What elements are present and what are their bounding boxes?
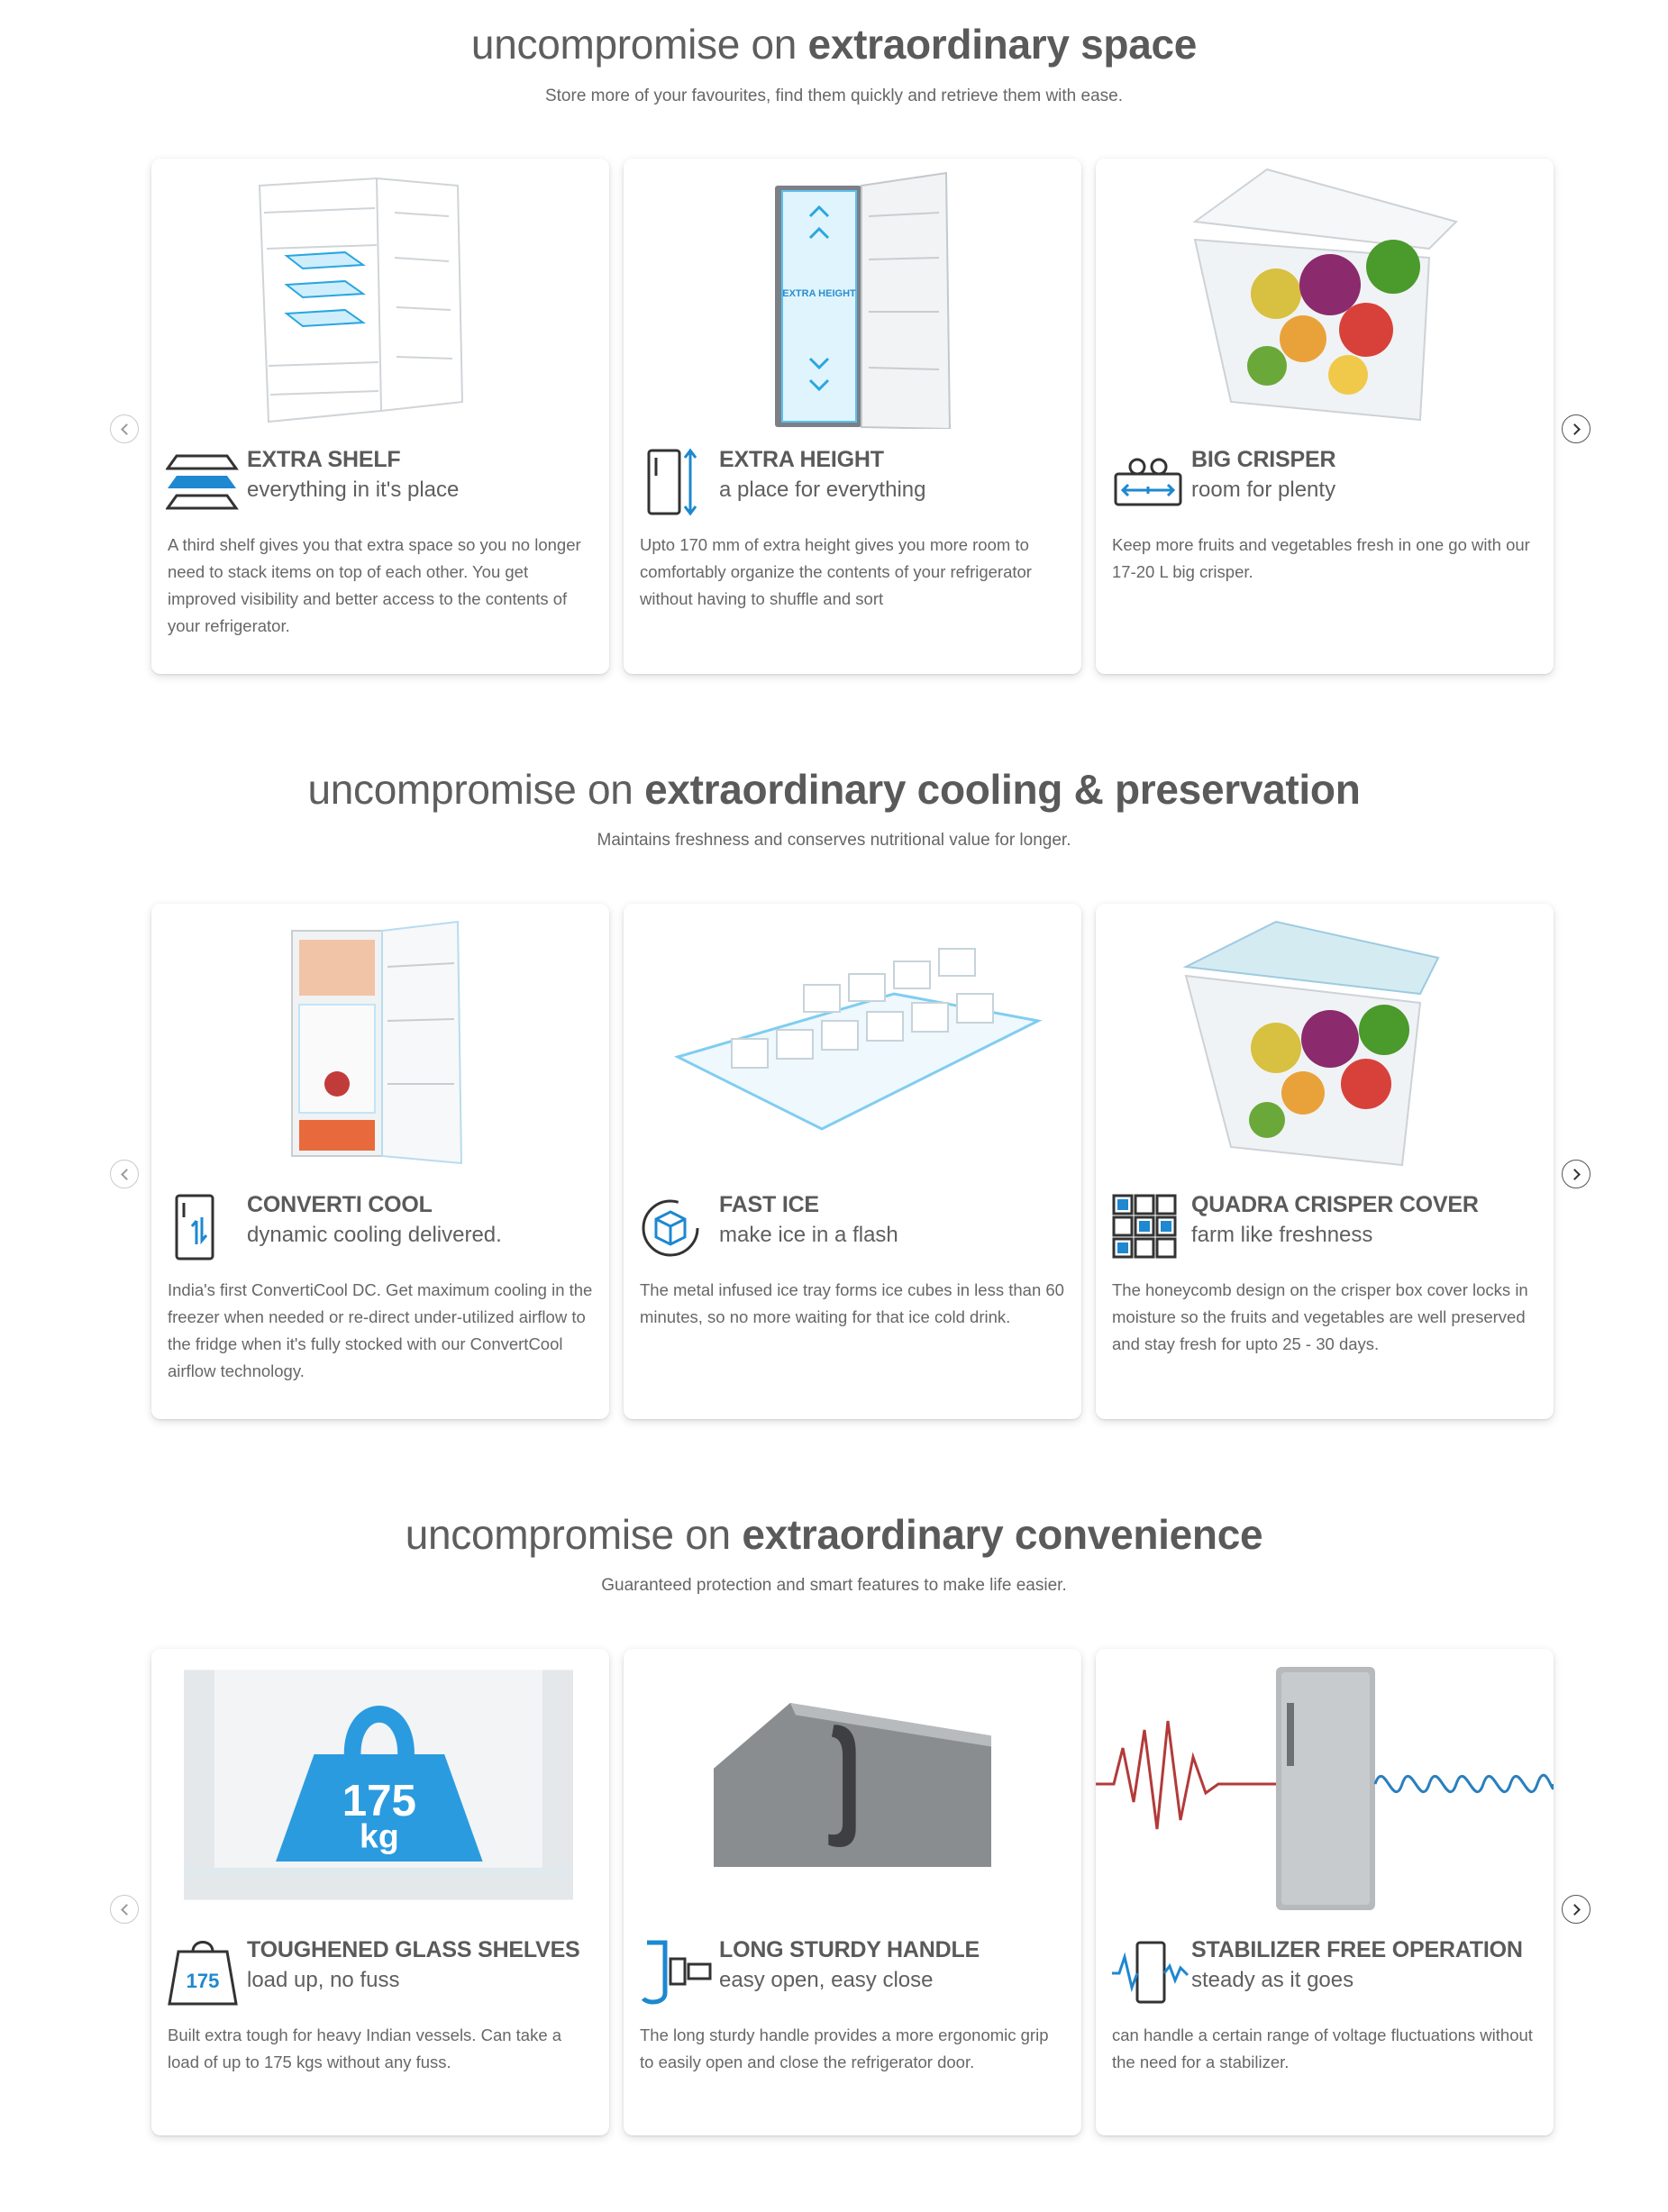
feature-description: Upto 170 mm of extra height gives you more room to comfortably organize the contents of your refrigerator without having to shuffle and sort — [640, 535, 1032, 608]
fridge-voltage-image — [1096, 1649, 1554, 1919]
feature-card-fast-ice — [624, 904, 1081, 1419]
section-subtitle: Maintains freshness and conserves nutritional value for longer. — [597, 831, 1071, 850]
feature-title: EXTRA HEIGHT — [719, 447, 884, 472]
icon-label: 175 — [186, 1970, 220, 1992]
feature-card-extra-height — [624, 159, 1081, 674]
feature-tagline: easy open, easy close — [719, 1968, 934, 1992]
carousel-prev-button[interactable] — [110, 1895, 139, 1924]
fridge-open-image — [151, 904, 609, 1174]
feature-title: EXTRA SHELF — [247, 447, 401, 472]
feature-tagline: everything in it's place — [247, 478, 460, 502]
feature-card-extra-shelf — [151, 159, 609, 674]
chevron-left-icon — [121, 1904, 132, 1916]
feature-card-sturdy-handle — [624, 1649, 1081, 2135]
carousel-next-button[interactable] — [1562, 1895, 1591, 1924]
chevron-right-icon — [1569, 423, 1581, 435]
section-subtitle: Guaranteed protection and smart features to make life easier. — [601, 1576, 1067, 1595]
carousel-next-button[interactable] — [1562, 414, 1591, 443]
feature-tagline: make ice in a flash — [719, 1223, 898, 1247]
feature-description: The metal infused ice tray forms ice cubes in less than 60 minutes, so no more waiting for that ice cold drink. — [640, 1280, 1064, 1326]
weight-on-shelf-image — [184, 1649, 573, 1921]
chevron-left-icon — [121, 423, 132, 435]
feature-card-stabilizer-free — [1096, 1649, 1554, 2135]
feature-card-converti-cool — [151, 904, 609, 1419]
feature-title: BIG CRISPER — [1191, 447, 1336, 472]
feature-tagline: load up, no fuss — [247, 1968, 400, 1992]
handle-icon — [638, 1935, 719, 2009]
crisper-cover-image — [1096, 904, 1554, 1174]
weight-label: 175 — [342, 1776, 416, 1826]
chevron-left-icon — [121, 1169, 132, 1180]
feature-description: Built extra tough for heavy Indian vessels. Can take a load of up to 175 kgs without any fuss. — [168, 2025, 562, 2071]
feature-title: FAST ICE — [719, 1192, 819, 1217]
feature-title: STABILIZER FREE OPERATION — [1191, 1937, 1523, 1962]
carousel-prev-button[interactable] — [110, 1160, 139, 1188]
feature-description: A third shelf gives you that extra space so you no longer need to stack items on top of each other. You get improved visibility and better access to the contents of your refrigerator. — [168, 535, 581, 635]
stacked-shelves-icon — [166, 445, 247, 519]
ice-cube-icon — [638, 1190, 719, 1264]
chevron-right-icon — [1569, 1904, 1581, 1916]
feature-tagline: a place for everything — [719, 478, 926, 502]
feature-card-big-crisper — [1096, 159, 1554, 674]
fridge-shelves-image — [151, 159, 609, 429]
feature-description: can handle a certain range of voltage fluctuations without the need for a stabilizer. — [1112, 2025, 1533, 2071]
feature-card-toughened-glass — [151, 1649, 609, 2135]
feature-title: QUADRA CRISPER COVER — [1191, 1192, 1479, 1217]
fridge-handle-image — [714, 1649, 991, 1921]
weight-175-icon — [166, 1935, 247, 2009]
voltage-wave-icon — [1110, 1935, 1191, 2009]
carousel-prev-button[interactable] — [110, 414, 139, 443]
image-label: EXTRA HEIGHT — [782, 288, 856, 299]
feature-tagline: dynamic cooling delivered. — [247, 1223, 502, 1247]
feature-description: The long sturdy handle provides a more ergonomic grip to easily open and close the refrigerator door. — [640, 2025, 1049, 2071]
ice-tray-image — [624, 904, 1081, 1174]
honeycomb-grid-icon — [1110, 1190, 1191, 1264]
feature-tagline: farm like freshness — [1191, 1223, 1373, 1247]
section-subtitle: Store more of your favourites, find them quickly and retrieve them with ease. — [544, 86, 1124, 105]
crisper-box-icon — [1110, 445, 1191, 519]
feature-description: The honeycomb design on the crisper box cover locks in moisture so the fruits and vegetables are well preserved and stay fresh for upto 25 - 30 days. — [1112, 1280, 1528, 1353]
feature-title: TOUGHENED GLASS SHELVES — [247, 1937, 580, 1962]
converti-cool-icon — [166, 1190, 247, 1264]
section-title: uncompromise on extraordinary cooling & preservation — [307, 766, 1361, 813]
crisper-vegetables-image — [1096, 159, 1554, 429]
feature-title: CONVERTI COOL — [247, 1192, 433, 1217]
chevron-right-icon — [1569, 1169, 1581, 1180]
feature-title: LONG STURDY HANDLE — [719, 1937, 980, 1962]
section-title: uncompromise on extraordinary space — [470, 21, 1198, 68]
carousel-next-button[interactable] — [1562, 1160, 1591, 1188]
feature-description: Keep more fruits and vegetables fresh in one go with our 17-20 L big crisper. — [1112, 535, 1530, 581]
feature-card-quadra-crisper — [1096, 904, 1554, 1419]
feature-description: India's first ConvertiCool DC. Get maximum cooling in the freezer when needed or re-direct under-utilized airflow to the fridge when it's fully stocked with our ConvertCool airflow technology. — [168, 1280, 593, 1380]
section-title: uncompromise on extraordinary convenience — [405, 1511, 1263, 1558]
fridge-height-icon — [638, 445, 719, 519]
weight-unit: kg — [360, 1816, 399, 1855]
fridge-extra-height-image — [624, 159, 1081, 429]
feature-tagline: steady as it goes — [1191, 1968, 1354, 1992]
feature-tagline: room for plenty — [1191, 478, 1336, 502]
